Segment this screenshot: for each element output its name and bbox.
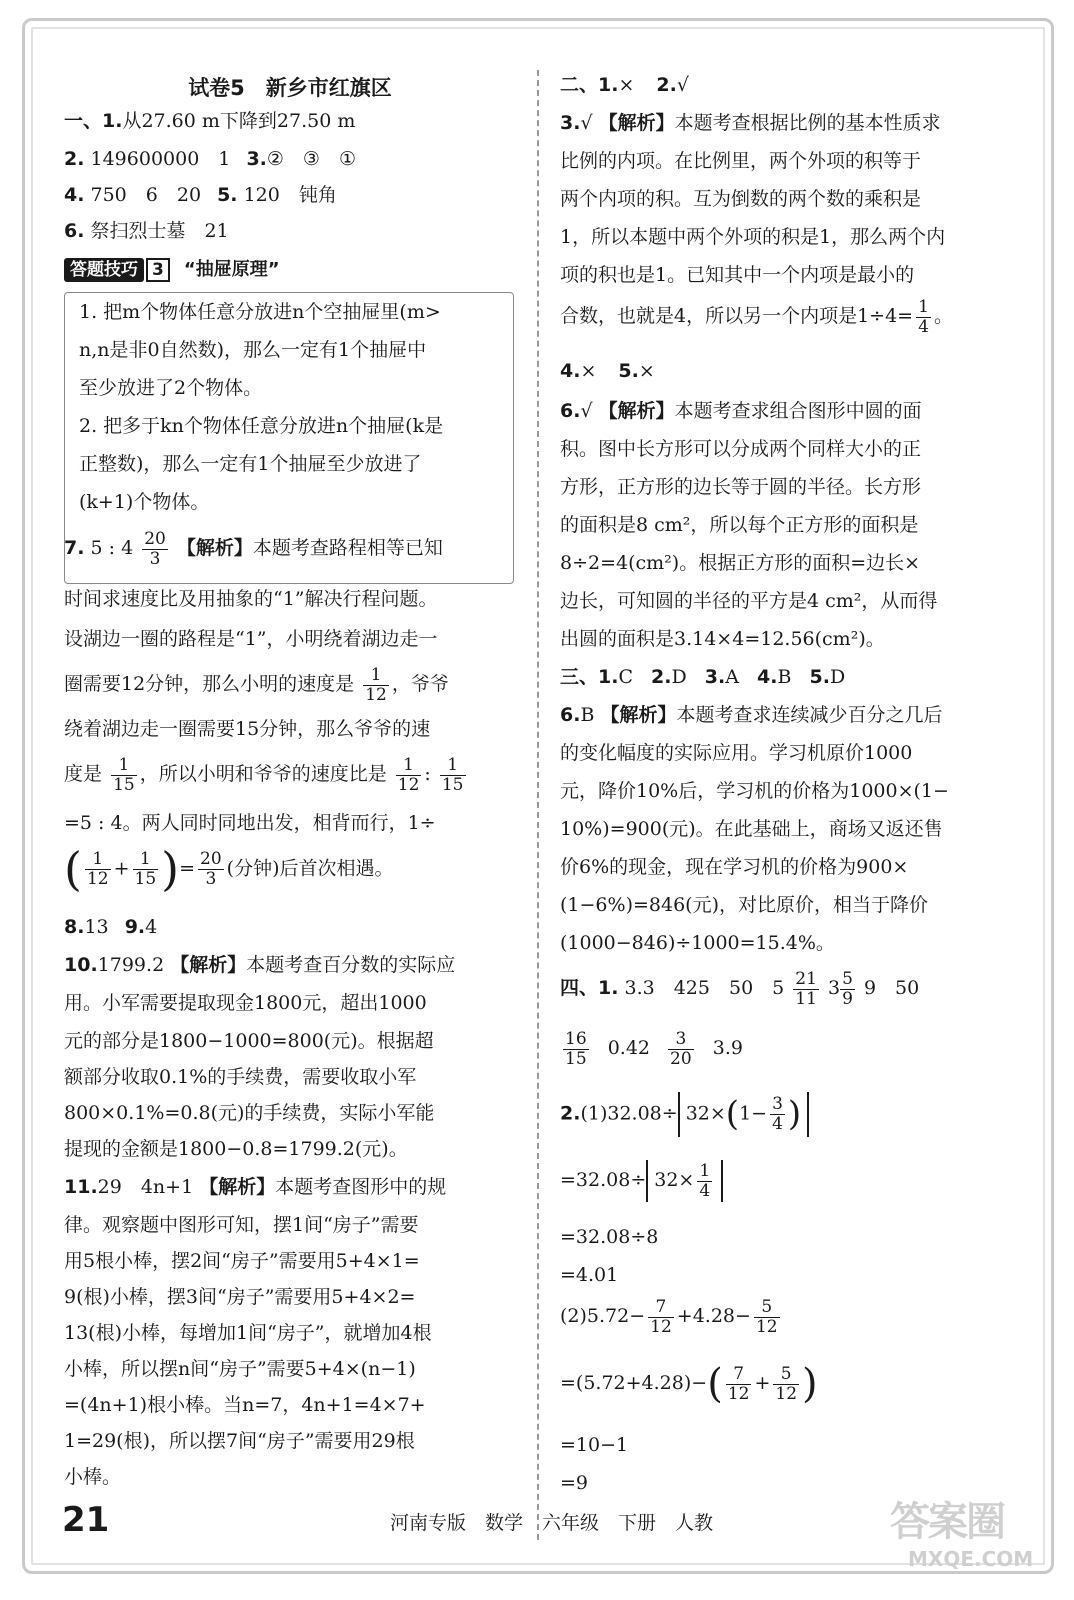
page-number: 21: [62, 1500, 110, 1540]
footer-text: 河南专版 数学 六年级 下册 人教: [390, 1512, 714, 1534]
tip-title: “抽屉原理”: [183, 259, 280, 280]
answer-3-6: 6.B 【解析】本题考查求连续减少百分之几后: [560, 704, 943, 726]
answer-1-4-5: 4. 750 6 20 5. 120 钝角: [64, 184, 337, 206]
tip-header: [64, 258, 280, 282]
answer-2-6: 6.√ 【解析】本题考查求组合图形中圆的面: [560, 400, 922, 422]
answer-3-1-5: 三、1.C 2.D 3.A 4.B 5.D: [560, 666, 846, 688]
answer-1-2-3: 2. 149600000 1 3.② ③ ①: [64, 148, 356, 170]
tip-tag: 答题技巧: [64, 258, 144, 282]
answer-2-3: 3.√ 【解析】本题考查根据比例的基本性质求: [560, 112, 941, 134]
tip-box: 1. 把m个物体任意分放进n个空抽屉里(m> n,n是非0自然数)，那么一定有1个抽屉中 至少放进了2个物体。 2. 把多于kn个物体任意分放进n个抽屉(k是 正整数)，那么一定有1个抽屉至少放进了 (k+1)个物体。: [64, 292, 514, 584]
answer-10: 10.1799.2 【解析】本题考查百分数的实际应: [64, 954, 456, 976]
column-divider: [537, 70, 539, 1540]
tip-number: 3: [146, 258, 170, 282]
answer-2-1-2: 二、1.× 2.√: [560, 74, 689, 96]
answer-2-4-5: 4.× 5.×: [560, 360, 655, 382]
answer-1-1: 一、1.从27.60 m下降到27.50 m: [64, 110, 356, 132]
watermark-logo: 答案圈 MXQE.COM: [890, 1499, 1034, 1571]
answer-1-6: 6. 祭扫烈士墓 21: [64, 220, 229, 242]
fraction: $\frac{20}{3}$: [144, 529, 166, 569]
answer-7: 7. 5 : 4 $\frac{20}{3}$ 【解析】本题考查路程相等已知: [64, 529, 443, 569]
answer-11: 11.29 4n+1 【解析】本题考查图形中的规: [64, 1176, 447, 1198]
answer-4-2: 2.(1)32.08÷ 32×(1− $\frac{3}{4}$ ): [560, 1092, 809, 1137]
answer-4-1: 四、1. 3.3 425 50 5 $\frac{21}{11}$ 3 $\frac{5}{9}$ 9 50: [560, 969, 920, 1009]
page-title: 试卷5 新乡市红旗区: [188, 76, 392, 100]
answer-8-9: 8.13 9.4: [64, 916, 158, 938]
